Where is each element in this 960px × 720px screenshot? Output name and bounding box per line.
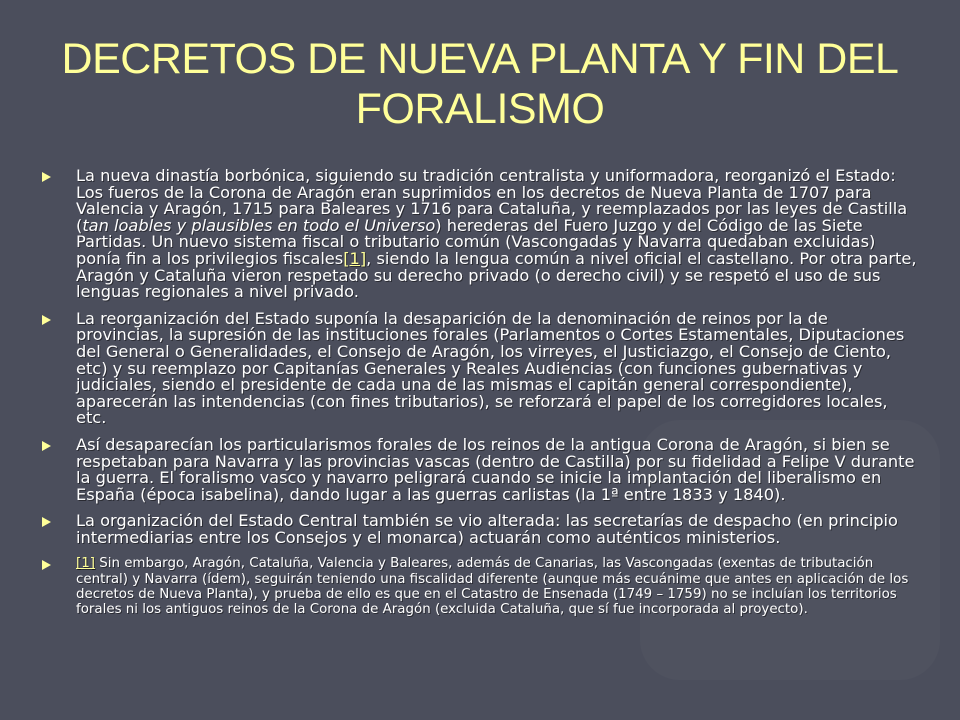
- bullet-item-2: [34, 308, 920, 428]
- paragraph-1-text-cont: ) herederas del Fuero Juzgo y del Código de las Siete Partidas. Un nuevo sistema fiscal o tributario común (Vascongadas y Navarra quedaban excluidas) ponía fin a los privilegios fiscales: [76, 215, 876, 268]
- footnote-anchor-link[interactable]: [1]: [76, 556, 95, 572]
- triangle-right-icon: [42, 517, 51, 527]
- bullet-item-1: [34, 168, 920, 301]
- footnote: [76, 556, 920, 617]
- slide-title: DECRETOS DE NUEVA PLANTA Y FIN DEL FORALISMO: [61, 35, 899, 133]
- footnote-ref-link[interactable]: [1]: [343, 248, 367, 268]
- slide-content: [34, 168, 920, 628]
- triangle-right-icon: [42, 172, 51, 182]
- paragraph-2-text: La reorganización del Estado suponía la desaparición de la denominación de reinos por la de provincias, la supresión de las instituciones forales (Parlamentos o Cortes Estamentales, Diputaciones del General o Generalidades, el Consejo de Aragón, los virreyes, el Justiciazgo, el Consejo de Ciento, etc) y su reemplazo por Capitanías Generales y Reales Audiencias (con funciones gubernativas y judiciales, siendo el presidente de cada una de las mismas el capitán general correspondiente), aparecerán las intendencias (con fines tributarios), se reforzará el papel de los corregidores locales, etc.: [76, 308, 905, 428]
- triangle-right-icon: [42, 315, 51, 325]
- triangle-right-icon: [42, 560, 51, 570]
- bullet-item-footnote: [34, 556, 920, 617]
- triangle-right-icon: [42, 441, 51, 451]
- bullet-item-4: [34, 513, 920, 546]
- paragraph-1-italic: tan loables y plausibles en todo el Universo: [82, 215, 436, 235]
- paragraph-4-text: La organización del Estado Central también se vio alterada: las secretarías de despacho (en principio intermediarias entre los Consejos y el monarca) actuarán como auténticos ministerios.: [76, 511, 898, 547]
- paragraph-3-text: Así desaparecían los particularismos forales de los reinos de la antigua Corona de Aragón, si bien se respetaban para Navarra y las provincias vascas (dentro de Castilla) por su fidelidad a Felipe V durante la guerra. El foralismo vasco y navarro peligrará cuando se inicie la implantación del liberalismo en España (época isabelina), dando lugar a las guerras carlistas (la 1ª entre 1833 y 1840).: [76, 434, 915, 504]
- bullet-item-3: [34, 434, 920, 504]
- paragraph-1-text-end: , siendo la lengua común a nivel oficial el castellano. Por otra parte, Aragón y Cataluña vieron respetado su derecho privado (o derecho civil) y se respetó el uso de sus lenguas regionales a nivel privado.: [76, 248, 917, 302]
- footnote-text: Sin embargo, Aragón, Cataluña, Valencia y Baleares, además de Canarias, las Vascongadas (exentas de tributación central) y Navarra (ídem), seguirán teniendo una fiscalidad diferente (aunque más ecuánime que antes en aplicación de los decretos de Nueva Planta), y prueba de ello es que en el Catastro de Ensenada (1749 – 1759) no se incluían los territorios forales ni los antiguos reinos de la Corona de Aragón (excluida Cataluña, que sí fue incorporada al proyecto).: [76, 556, 909, 618]
- paragraph-1-text: La nueva dinastía borbónica, siguiendo su tradición centralista y uniformadora, reorganizó el Estado: Los fueros de la Corona de Aragón eran suprimidos en los decretos de Nueva Planta de 1707 para Valencia y Aragón, 1715 para Baleares y 1716 para Cataluña, y reemplazados por las leyes de Castilla (: [76, 166, 908, 235]
